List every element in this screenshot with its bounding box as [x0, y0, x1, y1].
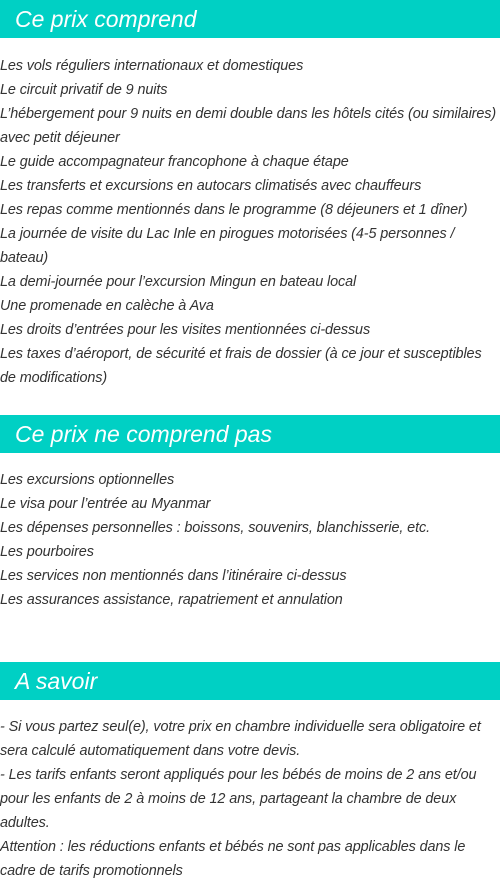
excludes-item: Les assurances assistance, rapatriement et annulation: [0, 592, 343, 608]
info-item: - Si vous partez seul(e), votre prix en chambre individuelle sera obligatoire et sera calculé automatiquement dans votre devis.: [0, 719, 481, 759]
info-item: - Les tarifs enfants seront appliqués pour les bébés de moins de 2 ans et/ou pour les enfants de 2 à moins de 12 ans, partageant la chambre de deux adultes.: [0, 767, 477, 831]
excludes-item: Les excursions optionnelles: [0, 472, 175, 488]
includes-item: Le circuit privatif de 9 nuits: [0, 82, 168, 98]
info-section: [0, 662, 500, 883]
includes-item: Une promenade en calèche à Ava: [0, 298, 214, 314]
excludes-item: Les services non mentionnés dans l’itinéraire ci-dessus: [0, 568, 347, 584]
excludes-section: [0, 415, 500, 612]
includes-item: La demi-journée pour l’excursion Mingun en bateau local: [0, 274, 357, 290]
excludes-item: Les dépenses personnelles : boissons, souvenirs, blanchisserie, etc.: [0, 520, 430, 536]
includes-item: Les taxes d’aéroport, de sécurité et frais de dossier (à ce jour et susceptibles de modifications): [0, 346, 482, 386]
excludes-item: Les pourboires: [0, 544, 94, 560]
includes-item: Les vols réguliers internationaux et domestiques: [0, 58, 304, 74]
includes-item: Les transferts et excursions en autocars climatisés avec chauffeurs: [0, 178, 422, 194]
includes-item: La journée de visite du Lac Inle en pirogues motorisées (4-5 personnes / bateau): [0, 226, 455, 266]
info-list: [0, 715, 500, 883]
info-item: Attention : les réductions enfants et bébés ne sont pas applicables dans le cadre de tarifs promotionnels: [0, 839, 466, 879]
excludes-heading: Ce prix ne comprend pas: [0, 415, 500, 453]
excludes-item: Le visa pour l’entrée au Myanmar: [0, 496, 211, 512]
includes-item: L’hébergement pour 9 nuits en demi double dans les hôtels cités (ou similaires) avec petit déjeuner: [0, 106, 497, 146]
includes-item: Les repas comme mentionnés dans le programme (8 déjeuners et 1 dîner): [0, 202, 468, 218]
excludes-list: [0, 468, 500, 612]
includes-item: Le guide accompagnateur francophone à chaque étape: [0, 154, 349, 170]
includes-heading: Ce prix comprend: [0, 0, 500, 38]
info-heading: A savoir: [0, 662, 500, 700]
includes-list: [0, 54, 500, 390]
includes-section: [0, 0, 500, 390]
includes-item: Les droits d’entrées pour les visites mentionnées ci-dessus: [0, 322, 371, 338]
